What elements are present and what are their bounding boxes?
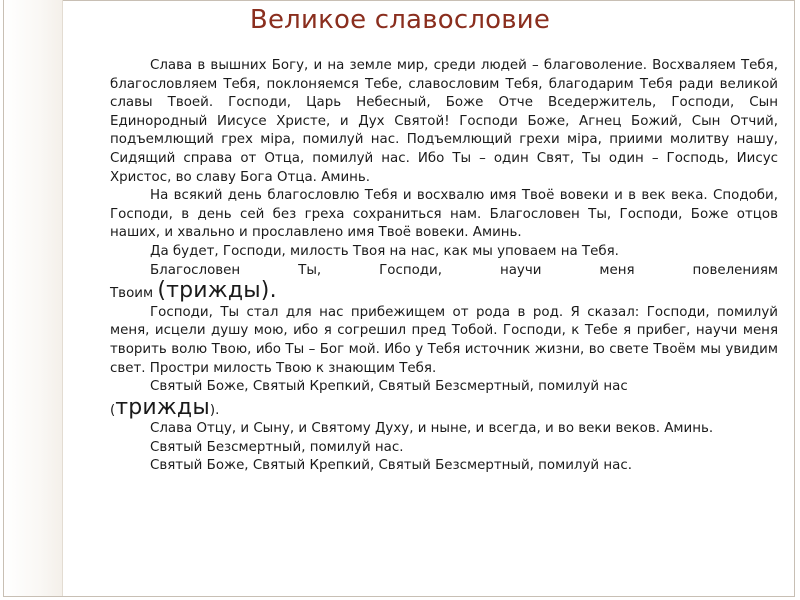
paragraph-trisagion-final: Святый Боже, Святый Крепкий, Святый Безсмертный, помилуй нас. xyxy=(150,458,632,474)
paragraph-blessed-line1: Благословен Ты, Господи, научи меня повелениям xyxy=(150,262,778,278)
slide-body xyxy=(110,57,778,476)
thrice-close-paren: ). xyxy=(209,402,220,418)
thrice-note-1: (трижды). xyxy=(157,278,277,304)
paragraph-mercy: Да будет, Господи, милость Твоя на нас, как мы уповаем на Тебя. xyxy=(150,243,619,259)
paragraph-blessed-line2 xyxy=(110,279,778,304)
thrice-open-paren: ( xyxy=(110,402,116,418)
slide-side-accent xyxy=(4,0,62,596)
blessed-line2-word: Твоим xyxy=(110,286,154,302)
paragraph-refuge: Господи, Ты стал для нас прибежищем от рода в род. Я сказал: Господи, помилуй меня, исцели душу мою, ибо я согрешил пред Тобой. Господи, к Тебе я прибег, научи меня творить волю Твою, ибо Ты – Бог мой. Ибо у Тебя источник жизни, во свете Твоём мы увидим свет. Простри милость Твою к знающим Тебя. xyxy=(110,304,778,376)
slide-side-divider xyxy=(62,0,63,596)
paragraph-trisagion-line2 xyxy=(110,396,778,421)
paragraph-holy-immortal: Святый Безсмертный, помилуй нас. xyxy=(150,439,404,455)
paragraph-glory: Слава в вышних Богу, и на земле мир, среди людей – благоволение. Восхваляем Тебя, благословляем Тебя, поклоняемся Тебе, славословим Тебя, благодарим Тебя ради великой славы Твоей. Господи, Царь Небесный, Боже Отче Вседержитель, Господи, Сын Единородный Иисусе Христе, и Дух Святой! Господи Боже, Агнец Божий, Сын Отчий, подъемлющий грех міра, помилуй нас. Подъемлющий грехи міра, приими молитву нашу, Сидящий справа от Отца, помилуй нас. Ибо Ты – один Свят, Ты один – Господь, Иисус Христос, во славу Бога Отца. Аминь. xyxy=(110,58,778,185)
thrice-note-2: трижды xyxy=(115,394,210,420)
paragraph-trisagion-line1: Святый Боже, Святый Крепкий, Святый Безсмертный, помилуй нас xyxy=(150,379,628,395)
slide-title: Великое славословие xyxy=(249,5,551,35)
paragraph-doxology: Слава Отцу, и Сыну, и Святому Духу, и ныне, и всегда, и во веки веков. Аминь. xyxy=(150,421,714,437)
paragraph-every-day: На всякий день благословлю Тебя и восхвалю имя Твоё вовеки и в век века. Сподоби, Господи, в день сей без греха сохраниться нам. Благословен Ты, Господи, Боже отцов наших, и хвально и прославлено имя Твоё вовеки. Аминь. xyxy=(110,188,778,241)
